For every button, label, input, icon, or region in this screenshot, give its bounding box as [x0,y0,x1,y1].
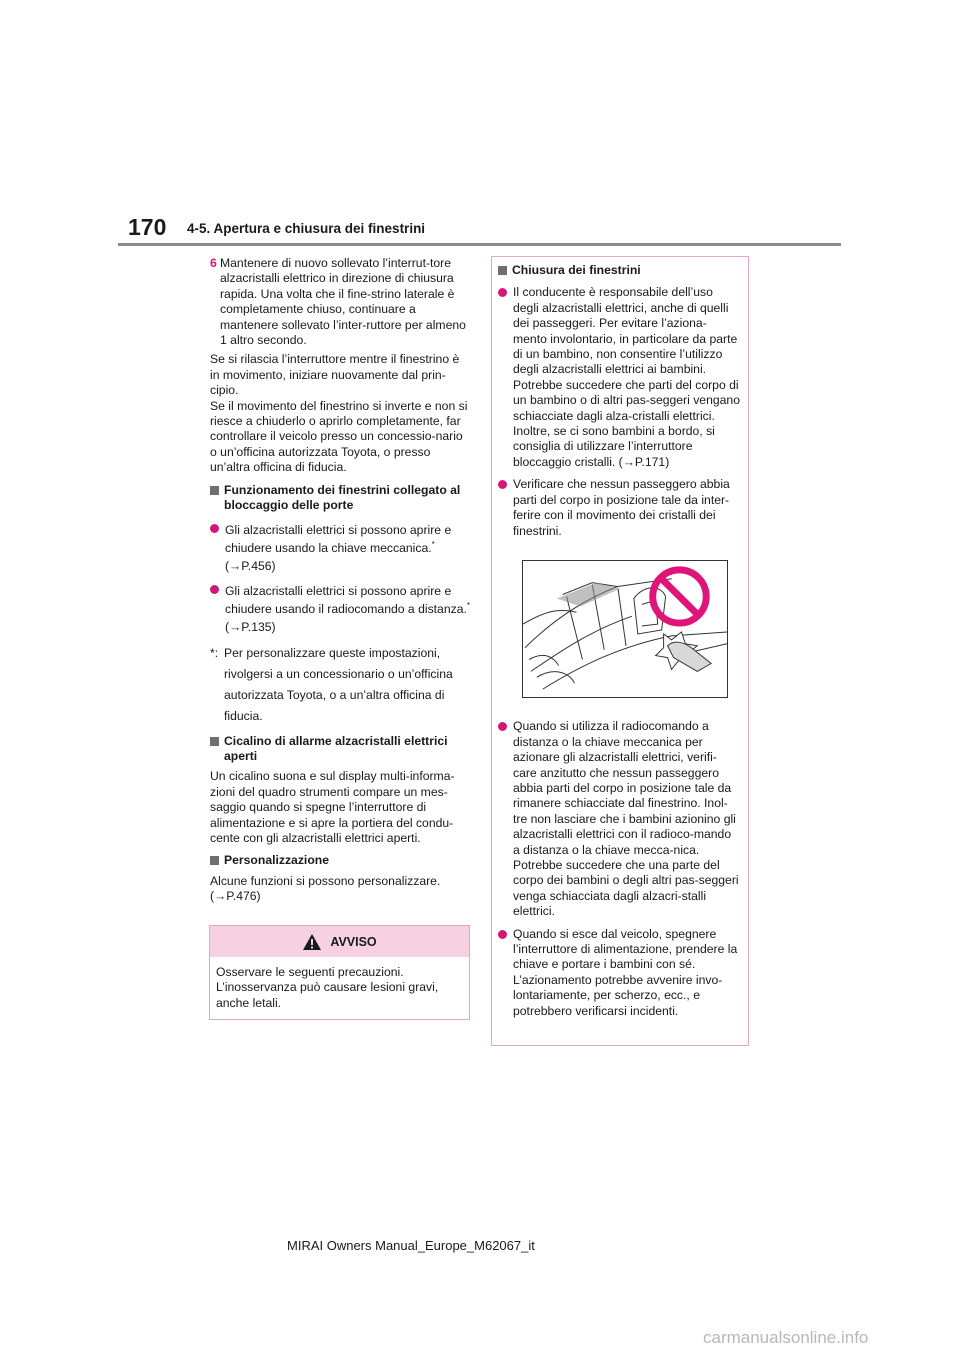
square-bullet-icon [210,486,219,495]
warning-text: Osservare le seguenti precauzioni. L’inosservanza può causare lesioni gravi, anche letali. [216,965,439,1010]
round-bullet-icon [498,930,507,939]
caution-bullet-remote-operation [498,719,740,919]
bullet-remote-control [210,582,470,636]
footnote-marker: * [431,539,435,549]
caution-bullet-driver-responsibility [498,285,740,470]
step-number: 6 [210,256,217,270]
section-heading-door-lock: Funzionamento dei finestrini collegato al bloccaggio delle porte [210,483,470,514]
square-bullet-icon [210,856,219,865]
header-divider [118,243,841,246]
step-text: Mantenere di nuovo sollevato l’interrut-tore alzacristalli elettrico in direzione di chiusura rapida. Una volta che il fine-strino laterale è completamente chiuso, continuare a mantenere sollevato l’inter-ruttore per almeno 1 altro secondo. [220,256,466,348]
section-heading-closing-windows: Chiusura dei finestrini [498,263,740,278]
round-bullet-icon [498,288,507,297]
square-bullet-icon [498,266,507,275]
watermark: carmanualsonline.info [703,1328,869,1347]
section-heading-alarm: Cicalino di allarme alzacristalli elettrici aperti [210,734,470,765]
bullet-text: Gli alzacristalli elettrici si possono aprire e chiudere usando il radiocomando a distanza. [225,583,467,616]
left-column [210,256,470,910]
round-bullet-icon [498,722,507,731]
bullet-text: Il conducente è responsabile dell’uso degli alzacristalli elettrici, anche di quelli dei passeggeri. Per evitare l’aziona-mento involontario, in particolare da parte di un bambino, non consentire l’utilizzo degli alzacristalli elettrici ai bambini. Potrebbe succedere che parti del corpo di un bambino o di altri pas-seggeri vengano schiacciate dagli alza-cristalli elettrici. Inoltre, se ci sono bambini a bordo, si consiglia di utilizzare l’interruttore bloccaggio cristalli. (→P.171) [513,285,740,469]
warning-header [210,926,469,957]
warning-box [209,925,470,1020]
caution-box [491,256,749,1046]
alarm-text: Un cicalino suona e sul display multi-informa-zioni del quadro strumenti compare un mes-saggio quando si spegne l’interruttore di alimentazione e si apre la portiera del condu-cente con gli alzacristalli elettrici aperti. [210,769,455,845]
round-bullet-icon [210,524,219,533]
page-number: 170 [128,214,167,240]
round-bullet-icon [210,585,219,594]
section-heading-customization: Personalizzazione [210,853,470,868]
footnote-marker: * [466,600,471,610]
manual-name-footer: MIRAI Owners Manual_Europe_M62067_it [287,1238,535,1253]
page-reference[interactable]: (→P.135) [225,619,276,634]
bullet-text: Verificare che nessun passeggero abbia parti del corpo in posizione tale da inter-ferire con il movimento dei cristalli dei finestrini. [513,477,730,538]
caution-bullet-check-passengers [498,477,740,539]
round-bullet-icon [498,480,507,489]
bullet-text: Quando si esce dal veicolo, spegnere l’interruttore di alimentazione, prendere la chiave e portare i bambini con sé. L’azionamento potrebbe avvenire invo-lontariamente, per scherzo, ecc., e potrebbero verificarsi incidenti. [513,926,738,1018]
footnote-mark: *: [210,645,219,660]
bullet-mechanical-key [210,521,470,575]
warning-title: AVVISO [330,934,377,949]
section-title: 4-5. Apertura e chiusura dei finestrini [187,221,426,236]
paragraph-restart: Se si rilascia l’interruttore mentre il finestrino è in movimento, iniziare nuovamente dal prin-cipio. [210,352,460,398]
window-pinch-illustration [522,560,728,698]
warning-triangle-icon [302,933,322,951]
customization-text: Alcune funzioni si possono personalizzare. (→P.476) [210,873,441,904]
page-reference[interactable]: (→P.456) [225,558,276,573]
paragraph-inspection: Se il movimento del finestrino si inverte e non si riesce a chiuderlo o aprirlo completamente, far controllare il veicolo presso un concessio-nario o un’officina autorizzata Toyota, o presso un’altra officina di fiducia. [210,398,468,475]
footnote [210,643,470,727]
square-bullet-icon [210,737,219,746]
caution-bullet-leaving-vehicle [498,927,740,1019]
bullet-text: Gli alzacristalli elettrici si possono aprire e chiudere usando la chiave meccanica. [225,522,452,555]
footnote-text: Per personalizzare queste impostazioni, rivolgersi a un concessionario o un’officina autorizzata Toyota, o a un’altra officina di fiducia. [224,645,453,723]
procedure-step [210,256,470,348]
bullet-text: Quando si utilizza il radiocomando a distanza o la chiave meccanica per azionare gli alzacristalli elettrici, verifi-care anzitutto che nessun passeggero abbia parti del corpo in posizione tale da rimanere schiacciate dal finestrino. Inol-tre non lasciare che i bambini azionino gli alzacristalli elettrici con il radioco-mando a distanza o la chiave mecca-nica. Potrebbe succedere che una parte del corpo dei bambini o degli altri pas-seggeri venga schiacciata dagli alzacri-stalli elettrici. [513,719,739,919]
